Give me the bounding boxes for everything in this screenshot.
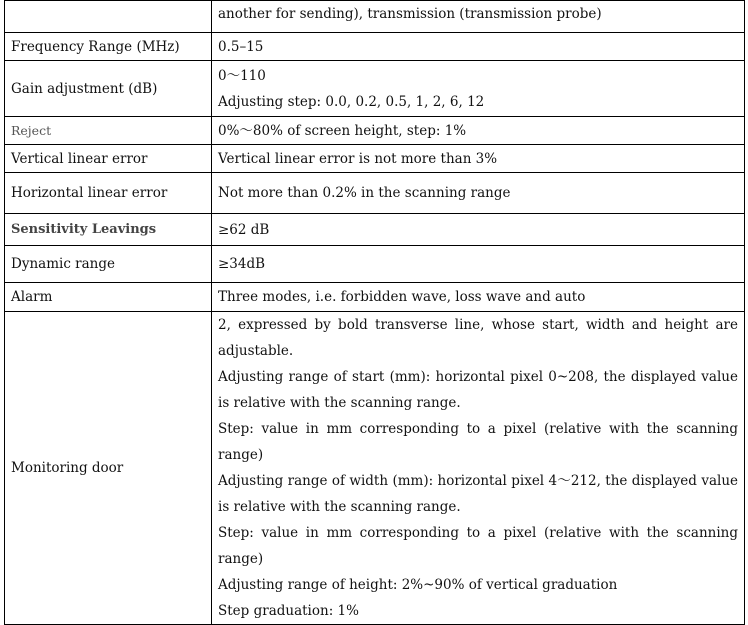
table-row xyxy=(5,145,745,173)
value-line: Step graduation: 1% xyxy=(218,603,359,619)
row-value xyxy=(212,283,745,312)
value-line: another for sending), transmission (transmission probe) xyxy=(218,5,602,22)
row-value xyxy=(212,117,745,145)
row-value xyxy=(212,173,745,214)
table-row xyxy=(5,173,745,214)
table-row xyxy=(5,283,745,312)
value-line: Three modes, i.e. forbidden wave, loss wave and auto xyxy=(218,289,586,305)
table-row xyxy=(5,1,745,33)
row-value xyxy=(212,1,745,33)
row-label: Alarm xyxy=(5,283,212,312)
table-row xyxy=(5,246,745,283)
row-value xyxy=(212,246,745,283)
row-label xyxy=(5,1,212,33)
value-line: Adjusting range of height: 2%~90% of vertical graduation xyxy=(218,577,618,593)
value-line: 0%～80% of screen height, step: 1% xyxy=(218,122,467,139)
row-label: Gain adjustment (dB) xyxy=(5,61,212,117)
value-line: ≥62 dB xyxy=(218,221,270,238)
table-row xyxy=(5,117,745,145)
row-label: Reject xyxy=(5,117,212,145)
row-label: Vertical linear error xyxy=(5,145,212,173)
value-line: Step: value in mm corresponding to a pixel (relative with the scanning range) xyxy=(218,525,738,567)
table-row xyxy=(5,312,745,625)
row-value xyxy=(212,33,745,61)
value-line: Not more than 0.2% in the scanning range xyxy=(218,185,511,201)
row-label: Sensitivity Leavings xyxy=(5,214,212,246)
value-line: ≥34dB xyxy=(218,256,266,272)
row-value xyxy=(212,61,745,117)
row-label: Horizontal linear error xyxy=(5,173,212,214)
row-value xyxy=(212,312,745,625)
value-line: Vertical linear error is not more than 3% xyxy=(218,150,498,167)
value-line: Step: value in mm corresponding to a pixel (relative with the scanning range) xyxy=(218,421,738,463)
table-row xyxy=(5,61,745,117)
row-label: Monitoring door xyxy=(5,312,212,625)
row-value xyxy=(212,214,745,246)
table-row xyxy=(5,33,745,61)
value-line: 0～110 xyxy=(218,67,266,84)
row-label: Dynamic range xyxy=(5,246,212,283)
value-line: 2, expressed by bold transverse line, whose start, width and height are adjustable. xyxy=(218,317,738,359)
spec-table xyxy=(4,0,745,625)
value-line: 0.5–15 xyxy=(218,38,264,55)
row-label: Frequency Range (MHz) xyxy=(5,33,212,61)
row-value xyxy=(212,145,745,173)
value-line: Adjusting step: 0.0, 0.2, 0.5, 1, 2, 6, 12 xyxy=(218,93,485,110)
value-line: Adjusting range of width (mm): horizontal pixel 4～212, the displayed value is relative with the scanning range. xyxy=(218,473,738,515)
value-line: Adjusting range of start (mm): horizontal pixel 0~208, the displayed value is relative with the scanning range. xyxy=(218,369,738,411)
table-row xyxy=(5,214,745,246)
